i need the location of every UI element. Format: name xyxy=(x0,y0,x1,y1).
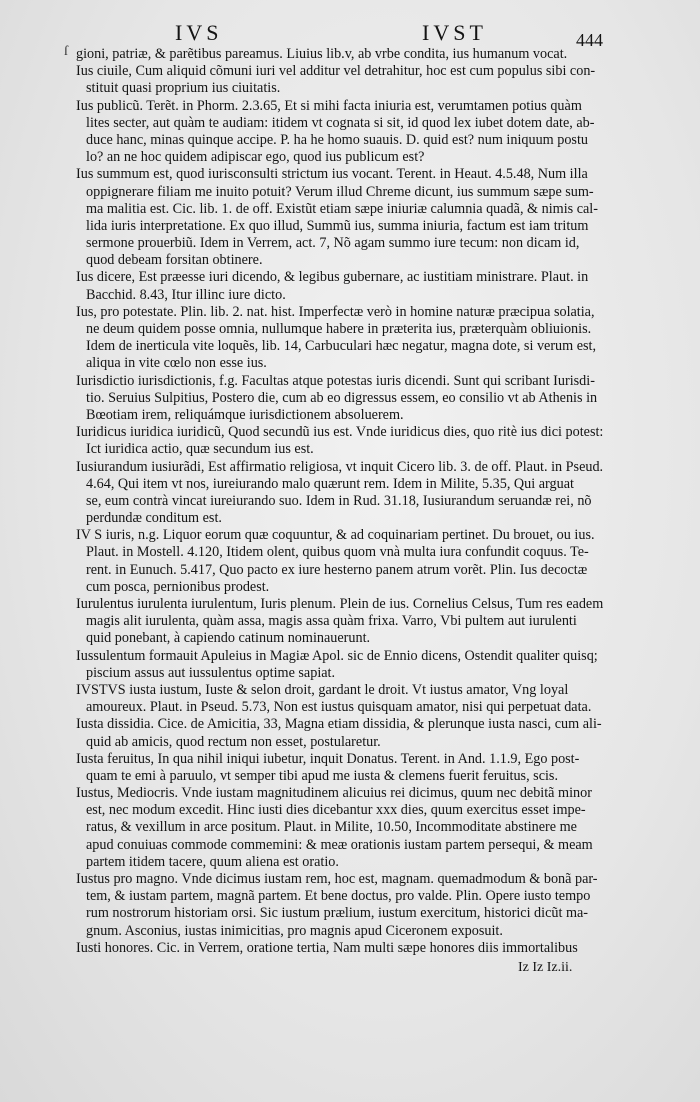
text-line: ma malitia est. Cic. lib. 1. de off. Existũt etiam sæpe iniuriæ calumnia quadã, & nimis cal- xyxy=(86,200,598,217)
text-line: quam te emi à paruulo, vt semper tibi apud me iusta & clemens fuerit feruitus, scis. xyxy=(86,767,559,784)
text-line: Iusta dissidia. Cice. de Amicitia, 33, Magna etiam dissidia, & plerunque iusta nasci, cum ali- xyxy=(76,716,602,733)
text-line: quid ponebant, à capiendo catinum nominauerunt. xyxy=(86,630,371,647)
text-line: partem itidem tacere, quum aliena est oratio. xyxy=(86,853,339,870)
text-line: Iurisdictio iurisdictionis, f.g. Facultas atque potestas iuris dicendi. Sunt qui scribant Iurisdi- xyxy=(76,372,595,389)
text-line: Iussulentum formauit Apuleius in Magiæ Apol. sic de Ennio dicens, Ostendit qualiter quisq; xyxy=(76,647,598,664)
text-line: Idem de inerticula vite loquẽs, lib. 14, Carbuculari hæc negatur, magna dote, si verum est, xyxy=(86,338,597,355)
text-line: aliqua in vite cœlo non esse ius. xyxy=(86,355,267,372)
header-right: IVST xyxy=(422,20,487,45)
header-left: IVS xyxy=(175,20,223,45)
text-line: tio. Seruius Sulpitius, Postero die, cum ab eo digressus essem, eo consilio vt ab Athenis in xyxy=(86,389,598,406)
text-line: Iustus, Mediocris. Vnde iustam magnitudinem alicuius rei dicimus, quum nec debitã minor xyxy=(76,785,592,802)
text-line: oppignerare filiam me inuito potuit? Verum illud Chreme dicunt, ius summum sæpe sum- xyxy=(86,183,594,200)
text-line: gioni, patriæ, & parẽtibus pareamus. Liuius lib.v, ab vrbe condita, ius humanum vocat. xyxy=(76,46,568,62)
text-line: Iusta feruitus, In qua nihil iniqui iubetur, inquit Donatus. Terent. in And. 1.1.9, Ego post- xyxy=(76,750,580,767)
text-line: amoureux. Plaut. in Pseud. 5.73, Non est iustus quisquam amator, nisi qui perpetuat data. xyxy=(86,699,592,716)
text-line: Iustus pro magno. Vnde dicimus iustam rem, hoc est, magnam. quemadmodum & bonã par- xyxy=(76,871,598,887)
text-line: se, eum contrà vincat iureiurando suo. Idem in Rud. 31.18, Iusiurandum seruandæ rei, nõ xyxy=(86,492,592,509)
text-line: magis alit iurulenta, quàm assa, magis assa quàm frixa. Varro, Vbi pultem aut iurulenti xyxy=(86,613,577,630)
signature-mark: Iz Iz Iz.ii. xyxy=(518,960,573,975)
text-line: IV S iuris, n.g. Liquor eorum quæ coquuntur, & ad coquinariam pertinet. Du brouet, ou ius. xyxy=(76,527,595,544)
dictionary-text xyxy=(76,46,624,957)
text-line: tem, & iustam partem, magnã partem. Et bene doctus, pro valde. Plin. Opere iusto tempo xyxy=(86,888,591,905)
text-line: quid ab amicis, quod rectum non esset, postularetur. xyxy=(86,733,381,750)
text-line: quod debeam forsitan obtinere. xyxy=(86,252,263,269)
text-line: gnum. Asconius, iustas inimicitias, pro magnis apud Ciceronem exposuit. xyxy=(86,922,503,939)
text-line: piscium assus aut iussulentus optime sapiat. xyxy=(86,664,336,681)
text-line: ne deum quidem posse omnia, nullumque habere in præterita ius, præterquàm obliuionis. xyxy=(86,321,592,337)
text-line: est, nec modum excedit. Hinc iusti dies dicebantur xxx dies, quum exercitus esset impe- xyxy=(86,802,586,819)
text-line: lites secter, aut quàm te audiam: itidem vt cognata si sit, id quod lex iubet dotem date, ab- xyxy=(86,114,595,131)
text-line: Plaut. in Mostell. 4.120, Itidem olent, quibus quom vnà multa iura confundit coquus. Te- xyxy=(86,544,589,561)
text-line: rum nostrorum historiam orsi. Sic iustum prælium, iustum exercitum, historici dicũt ma- xyxy=(86,905,589,922)
text-line: Ius, pro potestate. Plin. lib. 2. nat. hist. Imperfectæ verò in homine naturæ præcipua solatia, xyxy=(76,303,595,320)
text-line: cum posca, pernionibus prodest. xyxy=(86,578,270,595)
text-line: Iurulentus iurulenta iurulentum, Iuris plenum. Plein de ius. Cornelius Celsus, Tum res eadem xyxy=(76,596,604,612)
text-line: Bacchid. 8.43, Itur illinc iure dicto. xyxy=(86,286,286,303)
text-line: Ius dicere, Est præesse iuri dicendo, & legibus gubernare, ac iustitiam ministrare. Plaut. in xyxy=(76,269,589,286)
text-line: Ius publicũ. Terẽt. in Phorm. 2.3.65, Et si mihi facta iniuria est, verumtamen potius quàm xyxy=(76,97,582,114)
text-line: Bœotiam irem, reliquámque iurisdictionem absoluerem. xyxy=(86,406,404,423)
text-line: Ict iuridica actio, quæ secundum ius est. xyxy=(86,441,314,458)
text-line: duce hanc, minas quinque accipe. P. ha he homo suauis. D. quid est? num iniquum postu xyxy=(86,131,588,148)
text-line: ratus, & vexillum in arce positum. Plaut. in Milite, 10.50, Incommoditate abstinere me xyxy=(86,819,577,836)
text-line: Iusiurandum iusiurãdi, Est affirmatio religiosa, vt inquit Cicero lib. 3. de off. Plaut. in Pseud. xyxy=(76,458,604,475)
text-line: Ius summum est, quod iurisconsulti strictum ius vocant. Terent. in Heaut. 4.5.48, Num illa xyxy=(76,166,588,183)
text-line: Iuridicus iuridica iuridicũ, Quod secundũ ius est. Vnde iuridicus dies, quo ritè ius dici potest: xyxy=(76,424,604,441)
text-line: IVSTVS iusta iustum, Iuste & selon droit, gardant le droit. Vt iustus amator, Vng loyal xyxy=(76,681,569,698)
margin-mark: ſ xyxy=(64,44,68,59)
text-line: apud conuiuas commode commemini: & meæ orationis iustam partem persequi, & meam xyxy=(86,836,593,853)
text-line: perdundæ conditum est. xyxy=(86,510,222,527)
text-line: rent. in Eunuch. 5.417, Quo pacto ex iure hesterno panem atrum vorẽt. Plin. Ius decoctæ xyxy=(86,561,588,578)
page-number: 444 xyxy=(576,30,603,50)
text-line: sermone prouerbiũ. Idem in Verrem, act. 7, Nõ agam summo iure tecum: non dicam id, xyxy=(86,235,580,252)
text-line: lo? an ne hoc quidem adipiscar ego, quod ius publicum est? xyxy=(86,149,425,166)
text-line: Iusti honores. Cic. in Verrem, oratione tertia, Nam multi sæpe honores diis immortalibus xyxy=(76,939,578,956)
text-line: stituit quasi proprium ius ciuitatis. xyxy=(86,80,281,97)
text-line: Ius ciuile, Cum aliquid cõmuni iuri vel additur vel detrahitur, hoc est cum populus sibi con- xyxy=(76,63,596,80)
running-header xyxy=(0,14,700,48)
text-line: 4.64, Qui item vt nos, iureiurando malo quærunt rem. Idem in Milite, 5.35, Qui arguat xyxy=(86,475,574,492)
text-line: lida iuris interpretatione. Ex quo illud, Summũ ius, summa iniuria, factum est iam tritum xyxy=(86,217,589,234)
